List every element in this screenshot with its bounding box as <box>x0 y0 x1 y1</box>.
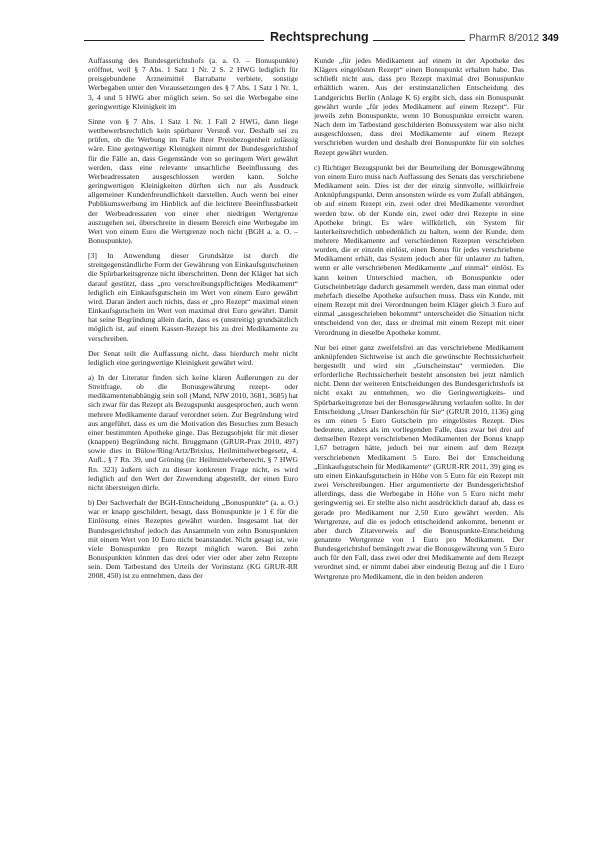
journal-name: PharmR <box>469 33 506 44</box>
paragraph: Sinne von § 7 Abs. 1 Satz 1 Nr. 1 Fall 2 HWG, dann liege wettbewerbsrechtlich kein spürbarer Verstoß vor. Deshalb sei zu prüfen, ob die Werbung im Falle ihrer Preisbezogenheit zulässig wäre. Eine geringwertige Kleinigkeit nimmt der Bundesgerichtshof für die Fälle an, dass Gegenstände von so geringem Wert gewährt werden, dass eine relevante unsachliche Beeinflussung des Werbeadressaten ausgeschlossen werden kann. Solche geringwertigen Kleinigkeiten dürften sich nur als Ausdruck allgemeiner Kundenfreundlichkeit darstellen. Auch wenn bei einer Publikumswerbung im Hinblick auf die leichtere Beeinflussbarkeit der Werbeadressaten von einer eher niedrigen Wertgrenze auszugehen sei, überschreite in diesem Bereich eine Werbegabe im Wert von einem Euro die Wertgrenze noch nicht (BGH a. a. O. – Bonuspunkte). <box>88 116 298 245</box>
paragraph: Auffassung des Bundesgerichtshofs (a. a. O. – Bonuspunkte) eröffnet, weil § 7 Abs. 1 Satz 1 Nr. 2 S. 2 HWG lediglich für preisgebundene Arzneimittel Barrabatte verbiete, sonstige Werbegaben unter den Voraussetzungen des § 7 Abs. 1 Satz 1 Nr. 1, 3, 4 und 5 HWG aber möglich seien. So sei die Werbegabe eine geringwertige Kleinigkeit im <box>88 56 298 111</box>
article-body <box>88 56 524 828</box>
journal-reference <box>469 33 559 44</box>
journal-issue: 8/2012 <box>508 33 540 44</box>
section-title: Rechtsprechung <box>266 30 373 44</box>
page-header <box>0 0 605 56</box>
paragraph: c) Richtiger Bezugspunkt bei der Beurteilung der Bonusgewährung von einem Euro muss nach Auffassung des Senats das verschriebene Medikament sein. Dies ist der der einzig sinnvolle, willkürfreie Anknüpfungspunkt. Denn ansonsten würde es vom Zufall abhängen, ob auf einem Rezept ein, zwei oder drei Medikamente verordnet werden bzw. ob der Kunde ein, zwei oder drei Rezepte in eine Apotheke bringt. Es wäre willkürlich, ein System für lauterkeitsrechtlich unbedenklich zu halten, wenn der Kunde, dem mehrere Medikamente auf verschiedenen Rezepten verschrieben wurden, die er einzeln einlöst, einen Bonus für jedes verschriebene Medikament erhält, das System jedoch aber für unlauter zu halten, wenn er alle verschriebenen Medikamente „auf einmal“ einlöst. Es kann keinen Unterschied machen, ob Bonuspunkte oder Gutscheinbeträge dadurch gesammelt werden, dass man einmal oder mehrfach dieselbe Apotheke aufsuchen muss. Dass ein Kunde, mit einem Rezept mit drei Verordnungen beim Kläger gleich 3 Euro auf einmal „ausgeschrieben bekommt“ unterscheidet die Situation nicht entscheidend von der, dass er dreimal mit einem Rezept mit einer Verordnung in dieselbe Apotheke kommt. <box>314 162 524 337</box>
paragraph: Nur bei einer ganz zweifelsfrei an das verschriebene Medikament anknüpfenden Sichtweise ist auch die gewünschte Rechtssicherheit hergestellt und wird ein „Gutscheinstau“ vermieden. Die erforderliche Rechtssicherheit besteht ansonsten bei jetzt nämlich nicht. Denn der weiteren Entscheidungen des Bundesgerichtshofs ist nicht exakt zu entnehmen, wo die Geringwertigkeits- und Spürbarkeitsgrenze bei der Bonusgewährung verlaufen sollte. In der Entscheidung „Unser Dankeschön für Sie“ (GRUR 2010, 1136) ging es um einen 5 Euro Gutschein pro eingelöstes Rezept. Dies bedeutete, anders als im vorliegenden Falle, dass zwar bei drei auf demselben Rezept verschriebenen Medikamenten der Bonus knapp 1,67 betragen hätte, jedoch bei nur einem auf dem Rezept verschriebenen Medikament 5 Euro. Bei der Entscheidung „Einkaufsgutschein für Medikamente“ (GRUR-RR 2011, 39) ging es um einen Einkaufsgutschein in Höhe von 5 Euro für ein Rezept mit zwei Verschreibungen. Hier argumentierte der Bundesgerichtshof allerdings, dass die Werbegabe in Höhe von 5 Euro nicht mehr geringwertig sei. Er stellte also nicht ausdrücklich darauf ab, dass es gerade pro Medikament nur 2,50 Euro gewährt werden. Als Wertgrenze, auf die es jedoch entscheidend ankommt, benennt er aber durch Zitatverweis auf die Bonuspunkte-Entscheidung genannte Wertgrenze von 1 Euro pro Medikament. Der Bundesgerichtshof bemängelt zwar die Bonusgewährung von 5 Euro auch für den Fall, dass zwei oder drei Medikamente auf dem Rezept verordnet sind, er nimmt dabei aber eindeutig Bezug auf die 1 Euro Wertgrenze pro Medikament, die in den beiden anderen <box>314 342 524 581</box>
right-column <box>314 56 524 828</box>
paragraph: Kunde „für jedes Medikament auf einem in der Apotheke des Klägers eingelösten Rezept“ einen Bonuspunkt erhalten habe. Das schließt nicht aus, dass pro Rezept maximal drei Bonuspunkte erhältlich waren. Aus der erstinstanzlichen Entscheidung des Landgerichts Berlin (Anlage K 6) ergibt sich, dass ein Bonuspunkt gewährt wurde „für jedes Medikament auf einem Rezept“. Für jeweils zehn Bonuspunkte, wenn 10 Bonuspunkte erreicht waren. Nach dem im Tatbestand geschilderten Bonussystem war also nicht ausgeschlossen, dass drei Medikamente auf einem Rezept verschrieben wurden und deshalb drei Bonuspunkte für ein solches Rezept gewährt wurden. <box>314 56 524 157</box>
paragraph: Der Senat teilt die Auffassung nicht, dass hierdurch mehr nicht lediglich eine geringwertige Kleinigkeit gewährt wird. <box>88 348 298 367</box>
paragraph: b) Der Sachverhalt der BGH-Entscheidung „Bonuspunkte“ (a. a. O.) war er knapp geschildert, besagt, dass Bonuspunkte je 1 € für die Einlösung eines Rezeptes gewährt wurden. Insgesamt hat der Bundesgerichtshof jedoch das Ansammeln von zehn Bonuspunkten mit einem Wert von 10 Euro nicht beanstandet. Nicht gesagt ist, wie viele Bonuspunkte pro Rezept möglich waren. Bei zehn Bonuspunkten könnten das drei oder vier oder aber zehn Rezepte sein. Dem Tatbestand des Urteils der Vorinstanz (KG GRUR-RR 2008, 450) ist zu entnehmen, dass der <box>88 498 298 581</box>
left-column <box>88 56 298 828</box>
header-rule-right <box>370 40 465 41</box>
paragraph: [3] In Anwendung dieser Grundsätze ist durch die streitgegenständliche Form der Gewährung von Einkaufsgutscheinen die Spürbarkeitsgrenze nicht überschritten. Denn der Kläger hat sich darauf gestützt, dass „pro verschreibungspflichtiges Medikament“ lediglich ein Einkaufsgutschein im Wert von einem Euro gewährt wird. Daran ändert auch nichts, dass er „pro Rezept“ maximal einen Einkaufsgutschein im Wert von maximal drei Euro gewährt. Damit hat seine Begründung allein darin, dass es (unstreitig) grundsätzlich möglich ist, auf einem Kassen-Rezept bis zu drei Medikamente zu verschreiben. <box>88 251 298 343</box>
header-rule-left <box>84 40 264 41</box>
page-number: 349 <box>542 33 559 44</box>
paragraph: a) In der Literatur finden sich keine klaren Äußerungen zu der Streitfrage, ob die Bonusgewährung rezept- oder medikamentenabhängig sein soll (Mand, NJW 2010, 3681, 3685) hat sich zwar für das Rezept als Bezugspunkt ausgesprochen, auch wenn mehrere Medikamente darauf verordnet seien. Zur Begründung wird aus angeführt, dass es um die Motivation des Besuches zum Besuch einer bestimmten Apotheke ginge. Das Bezugsobjekt für mit dieser (knappen) Begründung nicht. Bruggmann (GRUR-Prax 2010, 497) sowie dies in Bülow/Ring/Artz/Brixius, Heilmittelwerbegesetz, 4. Aufl., § 7 Rn. 39, und Gröning (in: Heilmittelwerberecht, § 7 HWG Rn. 323) äußern sich zu dieser konkreten Frage nicht, es wird lediglich auf den Wert der Zuwendung abgestellt, der einen Euro nicht übersteigen dürfe. <box>88 373 298 492</box>
